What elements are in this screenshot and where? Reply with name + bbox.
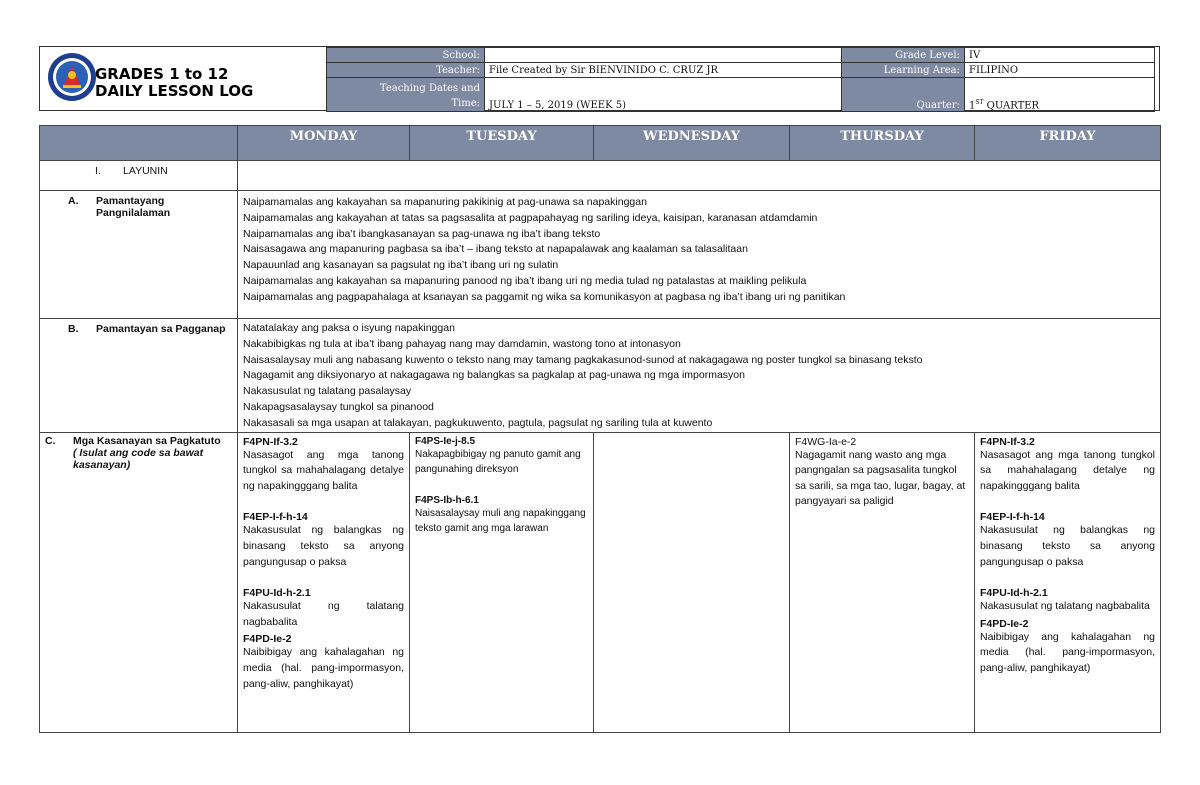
skill-text: Nasasagot ang mga tanong tungkol sa mahahalagang detalye ng napakingggang balita — [980, 448, 1155, 492]
friday-skills — [975, 432, 1161, 732]
skill-code: F4PD-Ie-2 — [980, 617, 1029, 630]
learning-area-label: Learning Area: — [842, 63, 965, 78]
wednesday-skills — [594, 432, 790, 732]
skill-text: Nakasusulat ng balangkas ng binasang teksto sa anyong pangungusap o paksa — [243, 524, 404, 568]
quarter-sup: ST — [975, 98, 984, 106]
skill-code: F4PN-If-3.2 — [980, 435, 1035, 448]
section-a-line: Naisasagawa ang mapanuring pagbasa sa iba’t – ibang teksto at napapalawak ang kaalaman sa talasalitaan — [243, 243, 748, 256]
skill-code: F4PN-If-3.2 — [243, 435, 298, 448]
skill-code: F4PD-Ie-2 — [243, 633, 292, 646]
school-value — [485, 48, 842, 63]
dates-label-line1: Teaching Dates and — [379, 83, 480, 94]
section-layunin-row — [40, 161, 1161, 191]
school-label: School: — [327, 48, 485, 63]
day-friday: FRIDAY — [975, 126, 1161, 161]
day-wednesday: WEDNESDAY — [594, 126, 790, 161]
section-a-line: Naipamamalas ang kakayahan sa mapanuring panood ng iba’t ibang uri ng media tulad ng patalastas at maikling pelikula — [243, 274, 807, 287]
section-b-line: Nagagamit ang diksiyonaryo at nakagagawa ng balangkas sa pagkalap at pag-unawa ng mga impormasyon — [243, 369, 745, 382]
day-thursday: THURSDAY — [790, 126, 975, 161]
teacher-value: File Created by Sir BIENVINIDO C. CRUZ JR — [485, 63, 842, 78]
section-c-label-text: Mga Kasanayan sa Pagkatuto — [73, 434, 221, 447]
skill-code: F4PU-Id-h-2.1 — [243, 587, 311, 600]
section-a-label-line1: Pamantayang — [96, 195, 165, 207]
skill-text: Naibibigay ang kahalagahan ng media (hal. pang-impormasyon, pang-aliw, panghikayat) — [243, 646, 404, 690]
info-table — [326, 47, 1155, 112]
section-c-row — [40, 432, 1161, 732]
section-b-line: Natatalakay ang paksa o isyung napakinggan — [243, 322, 455, 334]
skill-text: Nakasusulat ng talatang nagbabalita — [243, 600, 404, 628]
section-b-num: B. — [68, 323, 79, 335]
skill-text: Nakapagbibigay ng panuto gamit ang pangunahing direksyon — [415, 448, 581, 476]
quarter-text: QUARTER — [983, 100, 1040, 111]
skill-code: F4PS-Ie-j-8.5 — [415, 435, 476, 447]
skill-code: F4WG-Ia-e-2 — [795, 435, 857, 448]
skill-text: Naisasalaysay muli ang napakinggang teksto gamit ang mga larawan — [415, 507, 586, 535]
skill-text: Nasasagot ang mga tanong tungkol sa mahahalagang detalye ng napakingggang balita — [243, 448, 404, 492]
section-b-label — [40, 319, 238, 433]
section-b-line: Nakasasali sa mga usapan at talakayan, pagkukuwento, pagtula, pagsulat ng sariling tula at kuwento — [243, 416, 713, 429]
thursday-skills — [790, 432, 975, 732]
day-tuesday: TUESDAY — [410, 126, 594, 161]
learning-area-value: FILIPINO — [965, 63, 1155, 78]
tuesday-skills — [410, 432, 594, 732]
quarter-num: 1 — [969, 100, 976, 111]
section-b-line: Nakapagsasalaysay tungkol sa pinanood — [243, 400, 434, 413]
skill-text: Naibibigay ang kahalagahan ng media (hal. pang-impormasyon, pang-aliw, panghikayat) — [980, 630, 1155, 674]
section-b-line: Naisasalaysay muli ang nabasang kuwento o teksto nang may tamang pagkakasunod-sunod at nakagagawa ng poster tungkol sa binasang teksto — [243, 353, 923, 366]
log-title-line1: GRADES 1 to 12 — [95, 65, 229, 83]
grade-level-label: Grade Level: — [842, 48, 965, 63]
days-header-row — [40, 126, 1161, 161]
section-c-num: C. — [45, 434, 56, 447]
section-a-line: Naipamamalas ang iba’t ibangkasanayan sa pag-unawa ng iba’t ibang teksto — [243, 227, 601, 240]
day-monday: MONDAY — [238, 126, 410, 161]
teacher-label: Teacher: — [327, 63, 485, 78]
section-a-label — [40, 191, 238, 319]
quarter-label: Quarter: — [842, 78, 965, 112]
layunin-num: I. — [95, 165, 101, 177]
skill-code: F4EP-I-f-h-14 — [980, 511, 1045, 524]
deped-seal-icon — [47, 52, 97, 102]
section-a-content — [238, 191, 1161, 319]
skill-text: Nakasusulat ng balangkas ng binasang teksto sa anyong pangungusap o paksa — [980, 524, 1155, 568]
log-title-line2: DAILY LESSON LOG — [95, 82, 254, 100]
section-b-label-text: Pamantayan sa Pagganap — [96, 323, 226, 335]
section-a-line: Naipamamalas ang kakayahan at tatas sa pagsasalita at pagpapahayag ng sariling ideya, kaisipan, karanasan atdamdamin — [243, 211, 818, 224]
section-a-line: Naipamamalas ang pagpapahalaga at ksanayan sa paggamit ng wika sa komunikasyon at pagbasa ng iba’t ibang uri ng panitikan — [243, 290, 846, 303]
section-a-line: Napauunlad ang kasanayan sa pagsulat ng iba’t ibang uri ng sulatin — [243, 259, 559, 272]
section-a-label-line2: Pangnilalaman — [96, 207, 171, 219]
monday-skills — [238, 432, 410, 732]
skill-code: F4PU-Id-h-2.1 — [980, 587, 1048, 600]
quarter-value — [965, 78, 1155, 112]
section-c-note-line2: kasanayan) — [73, 458, 131, 471]
grade-level-value: IV — [965, 48, 1155, 63]
section-b-line: Nakasusulat ng talatang pasalaysay — [243, 385, 412, 398]
section-b-row — [40, 319, 1161, 433]
section-a-row — [40, 191, 1161, 319]
lesson-log-table — [39, 125, 1161, 733]
skill-code: F4EP-I-f-h-14 — [243, 511, 308, 524]
layunin-content — [238, 161, 1161, 191]
skill-text: Nakasusulat ng talatang nagbabalita — [980, 600, 1150, 613]
section-c-note-line1: ( Isulat ang code sa bawat — [73, 446, 204, 459]
layunin-label — [40, 161, 238, 191]
section-a-line: Naipamamalas ang kakayahan sa mapanuring pakikinig at pag-unawa sa napakinggan — [243, 196, 647, 208]
section-a-num: A. — [68, 195, 79, 207]
section-b-content — [238, 319, 1161, 433]
dates-label — [327, 78, 485, 112]
skill-code: F4PS-Ib-h-6.1 — [415, 494, 479, 506]
section-c-label — [40, 432, 238, 732]
skill-text: Nagagamit nang wasto ang mga pangngalan sa pagsasalita tungkol sa sarili, sa mga tao, lugar, bagay, at pangyayari sa paligid — [795, 448, 966, 508]
section-b-line: Nakabibigkas ng tula at iba’t ibang pahayag nang may damdamin, wastong tono at intonasyon — [243, 337, 681, 350]
corner-cell — [40, 126, 238, 161]
dates-label-line2: Time: — [451, 98, 480, 109]
dates-value: JULY 1 – 5, 2019 (WEEK 5) — [485, 78, 842, 112]
layunin-text: LAYUNIN — [123, 165, 168, 177]
